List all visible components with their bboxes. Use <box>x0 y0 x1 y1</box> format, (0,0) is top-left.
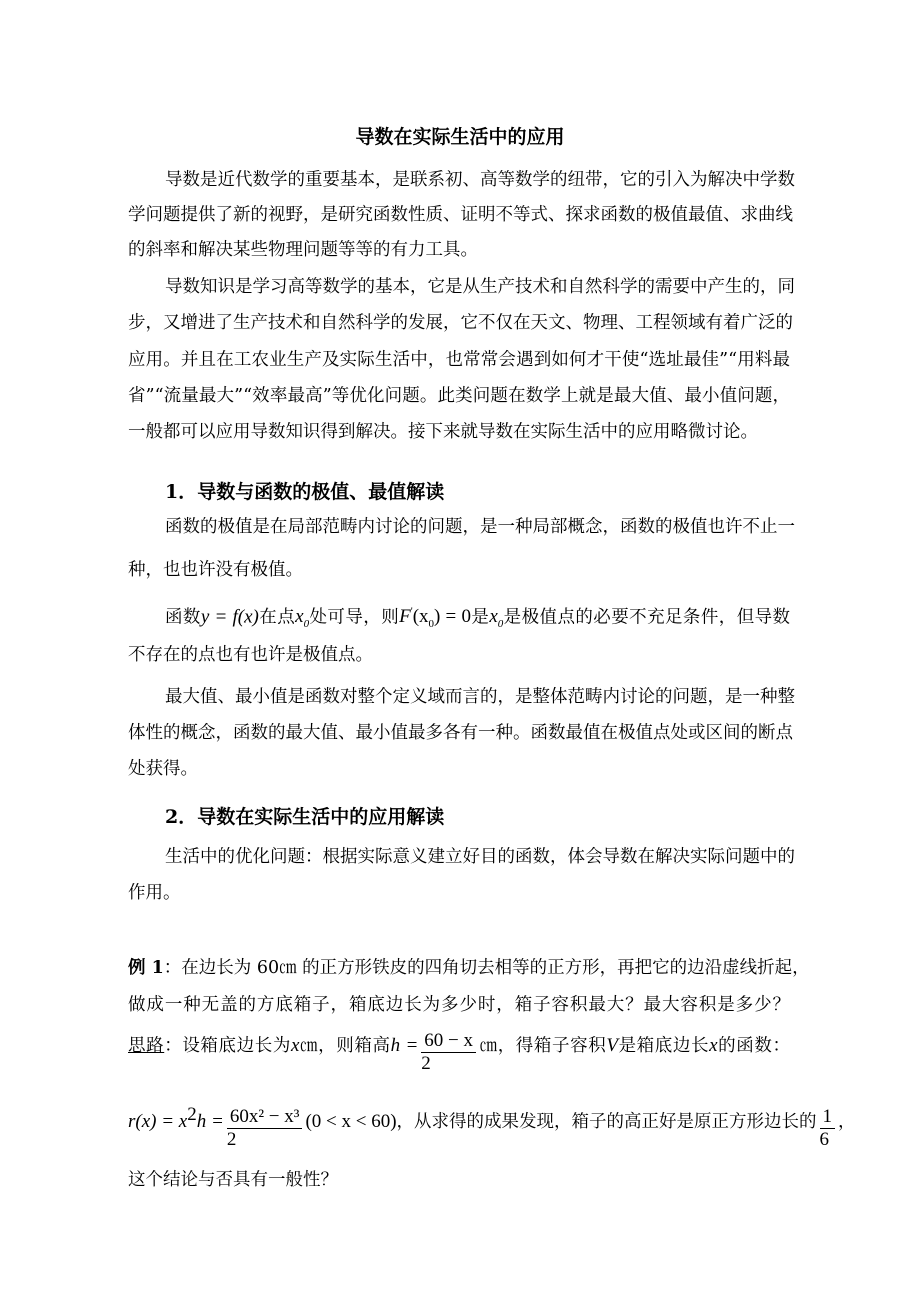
example-line: 做成一种无盖的方底箱子，箱底边长为多少时，箱子容积最大？最大容积是多少？ <box>128 995 790 1015</box>
p1-line: 的斜率和解决某些物理问题等等的有力工具。 <box>128 240 478 260</box>
p2-line: 导数知识是学习高等数学的基本，它是从生产技术和自然科学的需要中产生的，同 <box>165 277 795 297</box>
p5-line: 最大值、最小值是函数对整个定义域而言的，是整体范畴内讨论的问题，是一种整 <box>165 687 795 707</box>
p2-line: 省”“流量最大”“效率最高”等优化问题。此类问题在数学上就是最大值、最小值问题， <box>128 386 790 406</box>
p2-line: 一般都可以应用导数知识得到解决。接下来就导数在实际生活中的应用略微讨论。 <box>128 422 758 442</box>
section-heading-1: 1．导数与函数的极值、最值解读 <box>165 481 445 503</box>
p3-line: 函数的极值是在局部范畴内讨论的问题，是一种局部概念，函数的极值也许不止一 <box>165 517 795 537</box>
p6-line: 作用。 <box>128 883 181 903</box>
p1-line: 导数是近代数学的重要基本，是联系初、高等数学的纽带，它的引入为解决中学数 <box>165 170 795 190</box>
p4-line: 函数y = f(x)在点$x_0$处可导，则$F'(x_0) = 0$是$x_0$是极值点的必要不充足条件，但导数 <box>165 606 791 631</box>
closing-question: 这个结论与否具有一般性？ <box>128 1170 338 1190</box>
doc-title: 导数在实际生活中的应用 <box>355 126 565 148</box>
p1-line: 学问题提供了新的视野，是研究函数性质、证明不等式、探求函数的极值最值、求曲线 <box>128 205 793 225</box>
idea-line: 思路：设箱底边长为x㎝，则箱高h = $\frac{60 - x}{2}$ ㎝，得箱子容积V是箱底边长x的函数： <box>128 1030 790 1074</box>
p4-line: 不存在的点也有也许是极值点。 <box>128 645 373 665</box>
p3-line: 种，也也许没有极值。 <box>128 560 303 580</box>
formula-line: $r(x) = x^2h$ = $\frac{\text{60x² − x³}}{2}$ (0 < x < 60)，从求得的成果发现，箱子的高正好是原正方形边长的 $\frac{1}{6}$ ， <box>128 1104 856 1150</box>
p5-line: 处获得。 <box>128 759 198 779</box>
section-heading-2: 2．导数在实际生活中的应用解读 <box>165 806 445 828</box>
p2-line: 应用。并且在工农业生产及实际生活中，也常常会遇到如何才干使“选址最佳”“用料最 <box>128 350 790 370</box>
p6-line: 生活中的优化问题：根据实际意义建立好目的函数，体会导数在解决实际问题中的 <box>165 847 795 867</box>
example-line: 例 1：在边长为 60㎝ 的正方形铁皮的四角切去相等的正方形，再把它的边沿虚线折起， <box>128 958 810 978</box>
p5-line: 体性的概念，函数的最大值、最小值最多各有一种。函数最值在极值点处或区间的断点 <box>128 723 793 743</box>
p2-line: 步，又增进了生产技术和自然科学的发展，它不仅在天文、物理、工程领域有着广泛的 <box>128 313 793 333</box>
